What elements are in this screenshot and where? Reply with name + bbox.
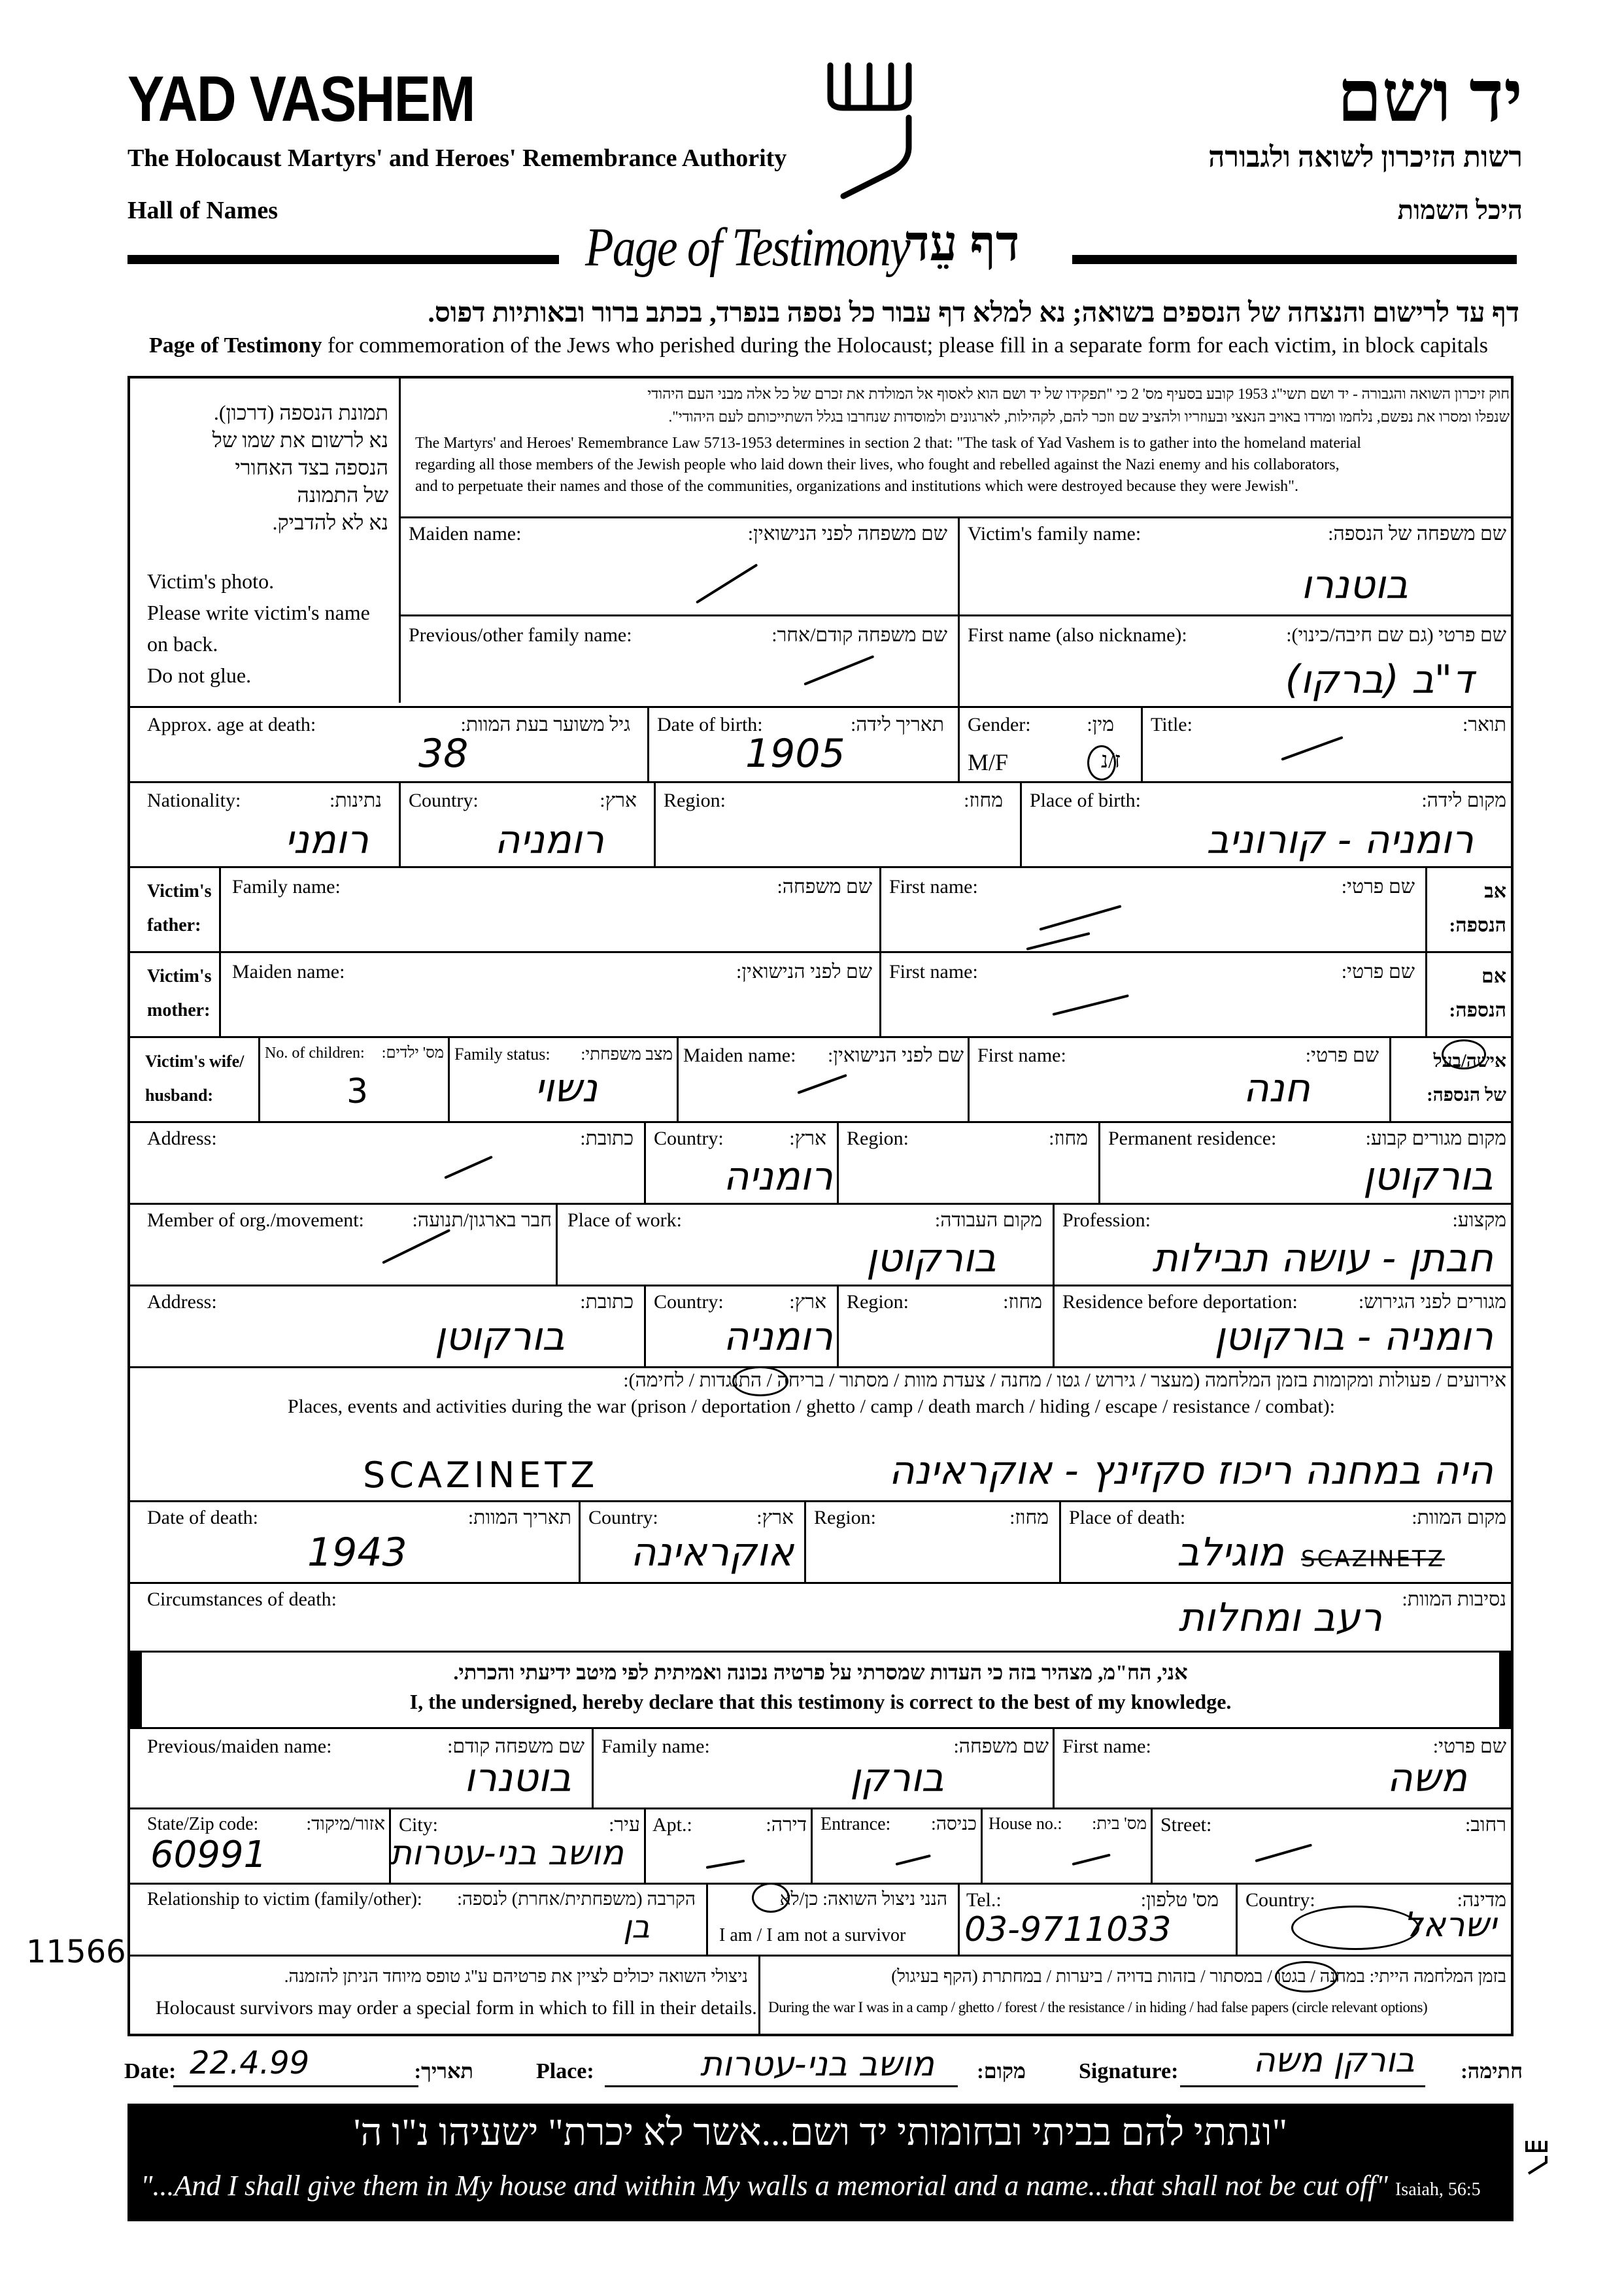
street-label-he: רחוב:: [1465, 1814, 1506, 1836]
during-camp-circle: [1275, 1961, 1338, 1992]
intro-text-en: Page of Testimony for commemoration of the Jews who perished during the Holocaust; please fill in a separate form for each victim, in block capitals: [149, 333, 1488, 358]
submitter-first-label-en: First name:: [1062, 1736, 1151, 1757]
hall-of-names-en: Hall of Names: [127, 197, 279, 224]
col-divider: [1389, 1036, 1391, 1121]
country3-value[interactable]: רומניה: [723, 1314, 833, 1360]
family-name-label-he: שם משפחה של הנספה:: [1328, 523, 1506, 545]
row-divider: [127, 1036, 1514, 1038]
pod-latin-struck-value[interactable]: SCAZINETZ: [1301, 1546, 1445, 1572]
entrance-label-en: Entrance:: [820, 1814, 891, 1834]
row-divider: [127, 1285, 1514, 1286]
row-divider: [127, 1500, 1514, 1502]
spouse-first-label-he: שם פרטי:: [1305, 1045, 1379, 1066]
zip-label-he: אזור/מיקוד:: [306, 1814, 385, 1834]
country4-label-en: Country:: [588, 1507, 658, 1528]
col-divider: [1053, 1285, 1055, 1366]
row-divider: [127, 1807, 1514, 1809]
dod-label-en: Date of death:: [147, 1507, 258, 1528]
row-divider: [127, 1121, 1514, 1123]
work-label-en: Place of work:: [567, 1209, 682, 1231]
row-divider: [127, 706, 1514, 708]
title-rule-left: [127, 255, 559, 264]
row-divider: [127, 1955, 1514, 1957]
submitter-family-value[interactable]: בורקן: [850, 1755, 944, 1801]
pob-value[interactable]: רומניה - קורוניב: [1206, 817, 1474, 863]
col-divider: [1053, 1203, 1055, 1285]
col-divider: [592, 1729, 594, 1807]
law-text-he-2: שנפלו ומסרו את נפשם, נלחמו ומרדו באויב הנאצי ובעוזריו ולהציב שם וזכר להם, לקהילות, לארגונים ולמוסדות שנחרבו בגלל השתייכותם לעם היהודי".: [668, 409, 1510, 425]
margin-note: 11566: [26, 1934, 126, 1970]
page-title-en: Page of Testimony: [585, 217, 910, 278]
date-value[interactable]: 22.4.99: [190, 2045, 310, 2081]
member-label-en: Member of org./movement:: [147, 1209, 364, 1231]
maiden-name-label-he: שם משפחה לפני הנישואין:: [747, 523, 947, 545]
address-label-en: Address:: [147, 1128, 217, 1149]
col-divider: [968, 1036, 970, 1121]
perm-residence-label-he: מקום מגורים קבוע:: [1365, 1128, 1506, 1149]
org-name-he: יד ושם: [1337, 57, 1523, 137]
age-label-he: גיל משוער בעת המוות:: [460, 714, 630, 735]
country-sub-value[interactable]: ישראל: [1403, 1906, 1497, 1945]
children-label-he: מס' ילדים:: [381, 1045, 444, 1062]
country-sub-label-en: Country:: [1245, 1889, 1315, 1911]
title-label-he: תואר:: [1462, 714, 1506, 735]
intro-text-he: דף עד לרישום והנצחה של הנספים בשואה; נא למלא דף עבור כל נספה בנפרד, בכתב ברור ובאותיות דפוס.: [428, 298, 1519, 328]
circumstances-label-en: Circumstances of death:: [147, 1588, 337, 1610]
place-of-work-value[interactable]: בורקוטן: [866, 1235, 996, 1281]
col-divider: [1141, 706, 1143, 781]
signature-value[interactable]: בורקן משה: [1253, 2041, 1415, 2080]
col-divider: [556, 1203, 558, 1285]
circumstances-value[interactable]: רעב ומחלות: [1178, 1595, 1382, 1641]
country-circle-mark: [1291, 1906, 1419, 1950]
circumstances-label-he: נסיבות המוות:: [1402, 1588, 1506, 1610]
events-value[interactable]: היה במחנה ריכוז סקזינץ - אוקראינה: [888, 1448, 1493, 1494]
title-label-en: Title:: [1151, 714, 1193, 735]
house-label-en: House no.:: [989, 1814, 1062, 1833]
zip-value[interactable]: 60991: [150, 1834, 267, 1876]
events-label-he: אירועים / פעולות ומקומות בזמן המלחמה (מעצר / גירוש / גטו / מחנה / צעדת מוות / מסתור / בריחה / התנגדות / לחימה):: [623, 1370, 1506, 1391]
father-label-he: אב הנספה:: [1449, 881, 1506, 936]
age-label-en: Approx. age at death:: [147, 714, 316, 735]
col-divider: [706, 1883, 708, 1955]
prev-name-label-en: Previous/other family name:: [409, 624, 632, 646]
maiden-name-label-en: Maiden name:: [409, 523, 522, 545]
row-divider: [127, 866, 1514, 868]
place-label-en: Place:: [536, 2059, 594, 2083]
col-divider: [644, 1285, 646, 1366]
pod-value[interactable]: מוגילב: [1176, 1530, 1284, 1575]
tel-value[interactable]: 03-9711033: [964, 1910, 1172, 1949]
country2-label-he: ארץ:: [789, 1128, 826, 1149]
zip-label-en: State/Zip code:: [147, 1814, 259, 1834]
gender-circle-mark: [1087, 745, 1116, 781]
submitter-first-label-he: שם פרטי:: [1432, 1736, 1506, 1757]
law-text-en-2: regarding all those members of the Jewish people who laid down their lives, who fought and rebelled against the Nazi enemy and his collaborators,: [415, 456, 1340, 473]
mother-first-label-en: First name:: [889, 961, 978, 983]
country2-label-en: Country:: [654, 1128, 724, 1149]
perm-residence-value[interactable]: בורקוטן: [1362, 1154, 1493, 1200]
date-label-he: תאריך:: [414, 2059, 473, 2083]
city-label-he: עיר:: [609, 1814, 640, 1836]
place-value[interactable]: מושב בני-עטרות: [700, 2045, 934, 2084]
org-subtitle-en: The Holocaust Martyrs' and Heroes' Remembrance Authority: [127, 144, 787, 172]
first-name-label-he: שם פרטי (גם שם חיבה/כינוי):: [1286, 624, 1506, 646]
father-family-label-en: Family name:: [232, 876, 341, 898]
submitter-family-label-he: שם משפחה:: [953, 1736, 1049, 1757]
mother-maiden-label-en: Maiden name:: [232, 961, 345, 983]
col-divider: [1236, 1883, 1238, 1955]
col-divider: [644, 1121, 646, 1203]
date-line: [173, 2085, 418, 2087]
row-divider: [127, 1582, 1514, 1584]
yad-vashem-logo: [817, 56, 922, 206]
status-label-en: Family status:: [454, 1045, 550, 1064]
law-text-he-1: חוק זיכרון השואה והגבורה - יד ושם תשי"ג 1953 קובע בסעיף מס' 2 כי "תפקידו של יד ושם הוא לאסוף אל המולדת את זכרם של כל אלה מבני העם היהודי: [647, 386, 1510, 402]
spouse-first-label-en: First name:: [977, 1045, 1066, 1066]
father-label-en: Victim's father:: [147, 881, 212, 935]
family-name-label-en: Victim's family name:: [968, 523, 1142, 545]
work-label-he: מקום העבודה:: [934, 1209, 1042, 1231]
country-label-he: ארץ:: [600, 790, 637, 811]
country-sub-label-he: מדינה:: [1457, 1889, 1506, 1911]
col-divider: [647, 706, 649, 781]
col-divider: [837, 1285, 839, 1366]
col-divider: [758, 1955, 760, 2036]
spouse-maiden-label-en: Maiden name:: [683, 1045, 796, 1066]
col-divider: [837, 1121, 839, 1203]
father-first-label-en: First name:: [889, 876, 978, 898]
tel-label-he: מס' טלפון:: [1140, 1889, 1219, 1911]
relationship-label-en: Relationship to victim (family/other):: [147, 1889, 422, 1909]
country2-value[interactable]: רומניה: [723, 1154, 833, 1200]
member-label-he: חבר בארגון/תנועה:: [412, 1209, 552, 1231]
footer-verse-he: "ונתתי להם בביתי ובחומותי יד ושם...אשר לא יכרת" ישעיהו נ"ו ה': [353, 2111, 1288, 2153]
age-value[interactable]: 38: [418, 731, 469, 777]
entrance-label-he: כניסה:: [931, 1814, 977, 1834]
submitter-prev-label-en: Previous/maiden name:: [147, 1736, 332, 1757]
country3-label-en: Country:: [654, 1291, 724, 1313]
col-divider: [811, 1807, 813, 1883]
col-divider: [654, 781, 656, 866]
address2-label-he: כתובת:: [580, 1291, 634, 1313]
gender-label-he: מין:: [1087, 714, 1114, 735]
dob-label-he: תאריך לידה:: [850, 714, 944, 735]
region3-label-en: Region:: [847, 1291, 909, 1313]
date-label-en: Date:: [124, 2059, 177, 2083]
law-text-en-3: and to perpetuate their names and those of the communities, organizations and institutions which were destroyed because they were Jewish".: [415, 478, 1298, 495]
dod-value[interactable]: 1943: [307, 1530, 407, 1575]
region3-label-he: מחוז:: [1003, 1291, 1042, 1313]
apt-label-en: Apt.:: [652, 1814, 692, 1836]
profession-label-en: Profession:: [1062, 1209, 1151, 1231]
survivor-label-he[interactable]: הנני ניצול השואה: כן/לא: [779, 1889, 947, 1909]
photo-instructions-en: Victim's photo. Please write victim's name on back. Do not glue.: [147, 569, 370, 687]
signature-label-he: חתימה:: [1461, 2059, 1523, 2083]
prev-name-label-he: שם משפחה קודם/אחר:: [771, 624, 947, 646]
col-divider: [399, 781, 401, 866]
col-divider: [258, 1036, 260, 1121]
address-label-he: כתובת:: [580, 1128, 634, 1149]
res-deport-label-en: Residence before deportation:: [1062, 1291, 1298, 1313]
first-name-value[interactable]: ד"ב (ברקו): [1285, 657, 1474, 703]
col-divider: [579, 1500, 581, 1582]
submitter-prev-label-he: שם משפחה קודם:: [447, 1736, 584, 1757]
col-divider: [804, 1500, 806, 1582]
events-latin-value[interactable]: SCAZINETZ: [363, 1454, 599, 1496]
mother-maiden-label-he: שם לפני הנישואין:: [736, 961, 872, 983]
children-value[interactable]: 3: [347, 1072, 369, 1111]
submitter-prev-value[interactable]: בוטנרו: [464, 1755, 571, 1801]
country-value[interactable]: רומניה: [494, 817, 604, 863]
city-value[interactable]: מושב בני-עטרות: [389, 1834, 624, 1873]
mother-label-he: אם הנספה:: [1449, 966, 1506, 1021]
org-name-en: YAD VASHEM: [127, 63, 475, 135]
profession-label-he: מקצוע:: [1452, 1209, 1506, 1231]
status-label-he: מצב משפחתי:: [581, 1045, 673, 1064]
row-divider: [127, 1883, 1514, 1885]
hall-of-names-he: היכל השמות: [1397, 195, 1523, 225]
col-divider: [448, 1036, 450, 1121]
row-divider: [127, 781, 1514, 783]
col-divider: [958, 516, 960, 706]
col-divider: [1053, 1729, 1055, 1807]
region-label-he: מחוז:: [964, 790, 1003, 811]
submitter-first-value[interactable]: משה: [1387, 1755, 1467, 1801]
col-divider: [1020, 781, 1022, 866]
small-logo-icon: [1523, 2138, 1549, 2177]
place-label-he: מקום:: [977, 2059, 1026, 2083]
pob-label-he: מקום לידה:: [1421, 790, 1506, 811]
address2-value[interactable]: בורקוטן: [434, 1314, 565, 1360]
row-divider: [127, 951, 1514, 953]
place-line: [605, 2085, 958, 2087]
col-divider: [958, 1883, 960, 1955]
org-subtitle-he: רשות הזיכרון לשואה ולגבורה: [1208, 141, 1523, 173]
col-divider: [981, 1807, 983, 1883]
region2-label-en: Region:: [847, 1128, 909, 1149]
address2-label-en: Address:: [147, 1291, 217, 1313]
dob-label-en: Date of birth:: [657, 714, 763, 735]
profession-value[interactable]: חבתן - עושה תבילות: [1152, 1235, 1493, 1281]
gender-options-en[interactable]: M/F: [968, 749, 1009, 775]
region4-label-en: Region:: [814, 1507, 876, 1528]
first-name-label-en: First name (also nickname):: [968, 624, 1187, 646]
photo-box-divider: [399, 376, 401, 703]
perm-residence-label-en: Permanent residence:: [1108, 1128, 1277, 1149]
row-divider: [127, 1203, 1514, 1205]
declaration-he: אני, הח"מ, מצהיר בזה כי העדות שמסרתי על פרטיה נכונה ואמיתית לפי מיטב ידיעתי והכרתי.: [453, 1660, 1188, 1684]
country3-label-he: ארץ:: [789, 1291, 826, 1313]
country-death-value[interactable]: אוקראינה: [630, 1530, 794, 1575]
signature-label-en: Signature:: [1079, 2059, 1179, 2083]
row-divider: [127, 1366, 1514, 1368]
signature-line: [1180, 2085, 1425, 2087]
photo-instructions-he: תמונת הנספה (דרכון). נא לרשום את שמו של הנספה בצד האחורי של התמונה נא לא להדביק.: [212, 401, 388, 534]
father-first-label-he: שם פרטי:: [1341, 876, 1415, 898]
col-divider: [1098, 1121, 1100, 1203]
pod-label-en: Place of death:: [1069, 1507, 1186, 1528]
relationship-label-he: הקרבה (משפחתית/אחרת) לנספה:: [457, 1889, 696, 1909]
wife-circle-mark: [1442, 1039, 1486, 1069]
children-label-en: No. of children:: [265, 1045, 365, 1062]
survivor-label-en[interactable]: I am / I am not a survivor: [719, 1925, 906, 1945]
nationality-value[interactable]: רומני: [284, 817, 369, 863]
tel-label-en: Tel.:: [966, 1889, 1002, 1911]
dod-label-he: תאריך המוות:: [467, 1507, 571, 1528]
father-family-label-he: שם משפחה:: [777, 876, 872, 898]
during-war-en[interactable]: During the war I was in a camp / ghetto / forest / the resistance / in hiding / had false papers (circle relevant options): [768, 1999, 1428, 2015]
special-form-he: ניצולי השואה יכולים לציין את פרטיהם ע"ג טופס מיוחד הניתן להזמנה.: [284, 1966, 748, 1986]
col-divider: [1059, 1500, 1061, 1582]
special-form-en: Holocaust survivors may order a special form in which to fill in their details.: [156, 1997, 757, 2019]
camp-circle-mark: [732, 1366, 788, 1396]
col-divider: [958, 706, 960, 781]
mother-first-label-he: שם פרטי:: [1341, 961, 1415, 983]
during-war-he[interactable]: בזמן המלחמה הייתי: במחנה / בגטו / במסתור / בזהות בדויה / ביערות / במחתרת (הקף בעיגול): [891, 1966, 1506, 1986]
street-label-en: Street:: [1160, 1814, 1212, 1836]
family-name-value[interactable]: בוטנרו: [1300, 562, 1408, 608]
dob-value[interactable]: 1905: [745, 731, 845, 777]
footer-verse-en: "...And I shall give them in My house and within My walls a memorial and a name...that shall not be cut off" Isaiah, 56:5: [141, 2170, 1481, 2202]
status-value[interactable]: נשוי: [534, 1066, 598, 1111]
city-label-en: City:: [399, 1814, 439, 1836]
region-label-en: Region:: [664, 790, 726, 811]
region2-label-he: מחוז:: [1049, 1128, 1088, 1149]
nationality-label-en: Nationality:: [147, 790, 241, 811]
spouse-label-he: אישה/בעל של הנספה:: [1427, 1051, 1506, 1105]
declaration-en: I, the undersigned, hereby declare that this testimony is correct to the best of my knowledge.: [409, 1690, 1232, 1713]
res-deport-label-he: מגורים לפני הגירוש:: [1358, 1291, 1506, 1313]
page-title-he: דף עֵד: [905, 216, 1020, 271]
row-divider: [399, 516, 1514, 518]
col-divider: [677, 1036, 679, 1121]
col-divider: [1151, 1807, 1153, 1883]
survivor-yes-circle: [752, 1883, 790, 1913]
title-rule-right: [1072, 255, 1517, 264]
country4-label-he: ארץ:: [756, 1507, 794, 1528]
mother-label-en: Victim's mother:: [147, 966, 212, 1020]
col-divider: [644, 1807, 646, 1883]
house-label-he: מס' בית:: [1092, 1814, 1147, 1833]
submitter-family-label-en: Family name:: [601, 1736, 710, 1757]
spouse-label-en: Victim's wife/ husband:: [145, 1052, 245, 1105]
country-label-en: Country:: [409, 790, 479, 811]
pob-label-en: Place of birth:: [1030, 790, 1141, 811]
pod-label-he: מקום המוות:: [1412, 1507, 1506, 1528]
law-text-en-1: The Martyrs' and Heroes' Remembrance Law 5713-1953 determines in section 2 that: "The task of Yad Vashem is to gather into the homeland material: [415, 435, 1361, 452]
spouse-first-value[interactable]: חנה: [1243, 1066, 1310, 1111]
row-divider: [399, 614, 1514, 616]
region4-label-he: מחוז:: [1009, 1507, 1049, 1528]
apt-label-he: דירה:: [766, 1814, 807, 1836]
spouse-maiden-label-he: שם לפני הנישואין:: [828, 1045, 964, 1066]
relationship-value[interactable]: בן: [623, 1909, 650, 1945]
gender-label-en: Gender:: [968, 714, 1031, 735]
events-label-en: Places, events and activities during the war (prison / deportation / ghetto / camp / death march / hiding / escape / resistance / combat):: [288, 1396, 1336, 1417]
res-deport-value[interactable]: רומניה - בורקוטן: [1214, 1314, 1493, 1360]
gender-options-he[interactable]: ז/נ: [1101, 748, 1121, 773]
nationality-label-he: נתינות:: [330, 790, 382, 811]
